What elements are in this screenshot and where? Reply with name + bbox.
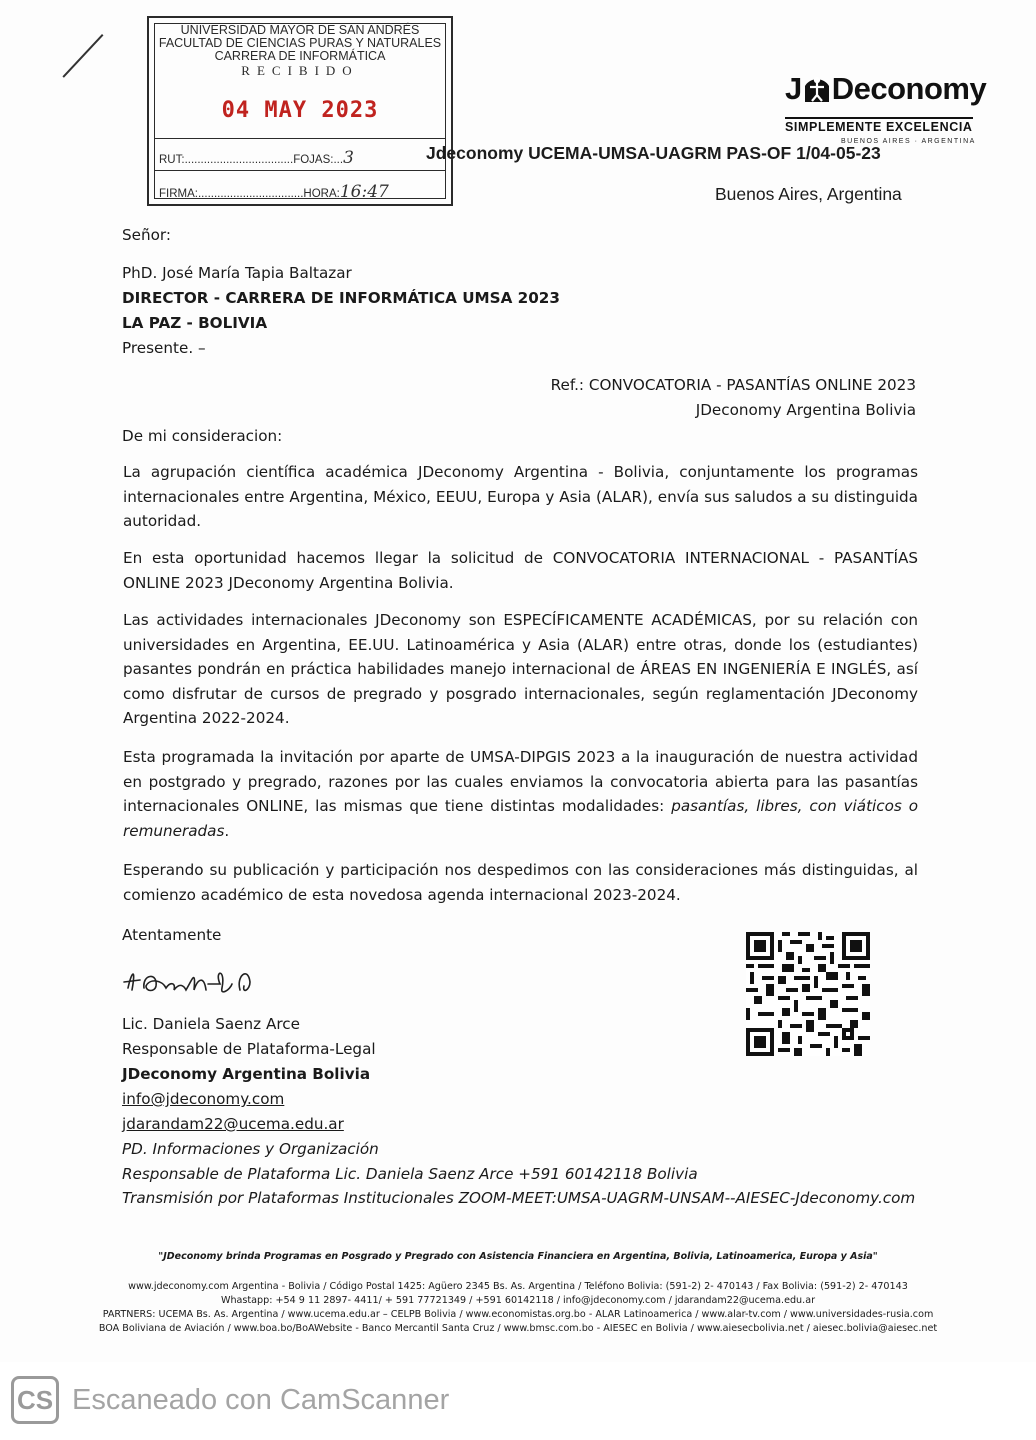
recipient-title: DIRECTOR - CARRERA DE INFORMÁTICA UMSA 2023 <box>122 289 560 307</box>
recipient-location: LA PAZ - BOLIVIA <box>122 314 268 332</box>
signer-role: Responsable de Plataforma-Legal <box>122 1040 376 1058</box>
paragraph-4-end: . <box>224 821 230 840</box>
logo-subtitle: BUENOS AIRES · ARGENTINA <box>841 138 976 145</box>
fojas-value: 3 <box>343 148 354 168</box>
email-link-info[interactable]: info@jdeconomy.com <box>122 1090 285 1108</box>
paragraph-2: En esta oportunidad hacemos llegar la solicitud de CONVOCATORIA INTERNACIONAL - PASANTÍAS ONLINE 2023 JDeconomy Argentina Bolivia. <box>123 549 918 592</box>
email-link-ucema[interactable]: jdarandam22@ucema.edu.ar <box>122 1115 344 1133</box>
footer-quote: "JDeconomy brinda Programas en Posgrado y Pregrado con Asistencia Financiera en Argentina, Bolivia, Latinoamerica, Europa y Asia" <box>158 1251 878 1262</box>
stamp-department: CARRERA DE INFORMÁTICA <box>214 49 386 63</box>
ref-line-1: Ref.: CONVOCATORIA - PASANTÍAS ONLINE 2023 <box>550 376 916 394</box>
paragraph-4 <box>123 745 918 843</box>
rut-label: RUT: <box>159 154 185 166</box>
camscanner-logo-icon: CS <box>11 1376 59 1424</box>
paragraph-5: Esperando su publicación y participación nos despedimos con las consideraciones más distinguidas, al comienzo académico de esta novedosa agenda internacional 2023-2024. <box>123 861 918 904</box>
logo-wordmark <box>785 68 986 107</box>
footer-line-3: PARTNERS: UCEMA Bs. As. Argentina / www.ucema.edu.ar – CELPB Bolivia / www.economistas.org.bo - ALAR Latinoamerica / www.alar-tv.com / www.universidades-rusia.com <box>102 1309 934 1320</box>
logo-letters-deconomy: Deconomy <box>831 71 987 106</box>
footer-line-1: www.jdeconomy.com Argentina - Bolivia / Código Postal 1425: Agüero 2345 Bs. As. Argentina / Teléfono Bolivia: (591-2) 2- 470143 / Fax Bolivia: (591-2) 2- 470143 <box>128 1281 908 1292</box>
city-line: Buenos Aires, Argentina <box>715 184 902 204</box>
footer-line-2: Whastapp: +54 9 11 2897- 4411/ + 591 77721349 / +591 60142118 / info@jdeconomy.com / jdarandam22@ucema.edu.ar <box>220 1295 816 1306</box>
handwritten-signature <box>122 960 267 1000</box>
signer-name: Lic. Daniela Saenz Arce <box>122 1015 300 1033</box>
pd-line-1: PD. Informaciones y Organización <box>122 1140 379 1158</box>
fojas-label: FOJAS: <box>293 154 334 166</box>
pd-line-3: Transmisión por Plataformas Institucionales ZOOM-MEET:UMSA-UAGRM-UNSAM--AIESEC-Jdeconomy.com <box>122 1189 916 1207</box>
stamp-row-rut <box>159 148 443 168</box>
stamp-row-firma <box>159 182 443 202</box>
fojas-dots: ... <box>333 154 344 166</box>
vitruvian-figure-icon <box>802 68 832 104</box>
paragraph-4-italic: pasantías, libres, con viáticos o remuneradas <box>123 797 918 840</box>
paragraph-1: La agrupación científica académica JDeconomy Argentina - Bolivia, conjuntamente los programas internacionales entre Argentina, México, EEUU, Europa y Asia (ALAR), envía sus saludos a su distinguida autoridad. <box>123 463 918 530</box>
salutation: Señor: <box>122 226 171 244</box>
paragraph-3: Las actividades internacionales JDeconomy son ESPECÍFICAMENTE ACADÉMICAS, por su relación con universidades en Argentina, EE.UU. Latinoamérica y Asia (ALAR) entre otras, donde los (estudiantes) pasantes pondrán en práctica habilidades manejo internacional de ÁREAS EN INGENIERÍA E INGLÉS, así como disfrutar de cursos de pregrado y posgrado internacionales, según reglamentación JDeconomy Argentina 2022-2024. <box>123 611 918 727</box>
jdeconomy-logo <box>785 68 985 148</box>
presente-line: Presente. – <box>122 339 206 357</box>
camscanner-watermark <box>0 1362 1036 1440</box>
paragraph-4-main: Esta programada la invitación por aparte de UMSA-DIPGIS 2023 a la inauguración de nuestra actividad en postgrado y pregrado, razones por las cuales enviamos la convocatoria abierta para las pasantías internacionales ONLINE, las mismas que tiene distintas modalidades: <box>123 748 918 815</box>
stamp-university: UNIVERSIDAD MAYOR DE SAN ANDRÉS <box>180 23 420 37</box>
greeting: De mi consideracion: <box>122 427 283 445</box>
firma-dots: ................................. <box>197 188 304 200</box>
recipient-name: PhD. José María Tapia Baltazar <box>122 264 352 282</box>
logo-letter-j: J <box>785 71 802 106</box>
reference-code: Jdeconomy UCEMA-UMSA-UAGRM PAS-OF 1/04-05-23 <box>426 143 881 163</box>
pen-stroke-mark <box>62 34 103 78</box>
firma-label: FIRMA: <box>159 188 198 200</box>
stamp-divider <box>154 138 446 139</box>
signer-org: JDeconomy Argentina Bolivia <box>122 1065 371 1083</box>
hora-label: HORA: <box>303 188 340 200</box>
logo-tagline: SIMPLEMENTE EXCELENCIA <box>785 117 973 134</box>
stamp-divider <box>154 170 446 171</box>
stamp-received: RECIBIDO <box>241 63 359 78</box>
rut-dots: .................................. <box>184 154 294 166</box>
reception-stamp <box>147 16 453 206</box>
camscanner-text: Escaneado con CamScanner <box>72 1384 450 1416</box>
closing-atentamente: Atentamente <box>122 926 222 944</box>
pd-line-2: Responsable de Plataforma Lic. Daniela Saenz Arce +591 60142118 Bolivia <box>122 1165 698 1183</box>
ref-line-2: JDeconomy Argentina Bolivia <box>695 401 916 419</box>
footer-line-4: BOA Boliviana de Aviación / www.boa.bo/BoAWebsite - Banco Mercantil Santa Cruz / www.bmsc.com.bo - AIESEC en Bolivia / www.aiesecbolivia.net / aiesec.bolivia@aiesec.net <box>98 1323 938 1334</box>
stamp-faculty: FACULTAD DE CIENCIAS PURAS Y NATURALES <box>158 36 442 50</box>
qr-code <box>746 932 870 1056</box>
hora-value: 16:47 <box>339 182 389 202</box>
stamp-date: 04 MAY 2023 <box>221 98 379 123</box>
